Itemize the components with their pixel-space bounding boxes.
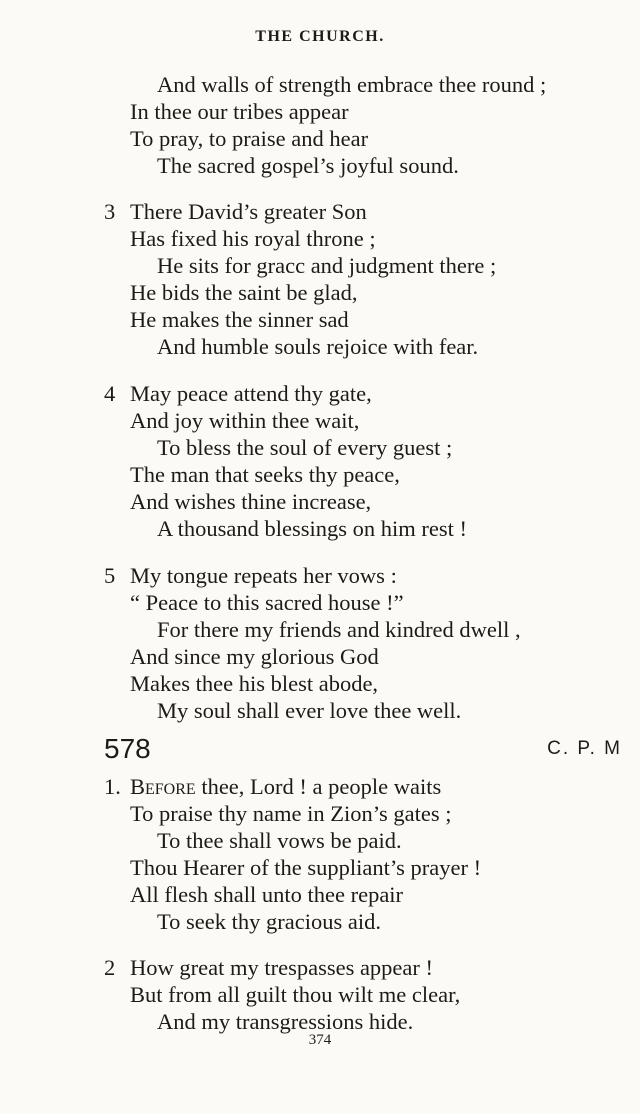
verse-line: My soul shall ever love thee well. (157, 698, 462, 723)
hymn-number: 578 (104, 733, 151, 764)
verse-line: “ Peace to this sacred house !” (130, 590, 404, 615)
verse-line: To bless the soul of every guest ; (157, 435, 453, 460)
verse-line: To pray, to praise and hear (130, 126, 369, 151)
verse-line: All flesh shall unto thee repair (130, 882, 404, 907)
verse-line: The man that seeks thy peace, (130, 462, 400, 487)
hymn-meter: C. P. M (547, 738, 622, 759)
verse-line: May peace attend thy gate, (130, 381, 372, 406)
stanza-number: 2 (104, 955, 116, 980)
verse-line: The sacred gospel’s joyful sound. (157, 153, 459, 178)
page-number: 374 (308, 1032, 332, 1048)
running-header: THE CHURCH. (255, 28, 385, 45)
verse-line: My tongue repeats her vows : (130, 563, 397, 588)
verse-line: There David’s greater Son (130, 199, 367, 224)
verse-line: He makes the sinner sad (130, 307, 349, 332)
verse-line: And wishes thine increase, (130, 489, 372, 514)
verse-line: For there my friends and kindred dwell , (157, 617, 521, 642)
verse-line: But from all guilt thou wilt me clear, (130, 982, 461, 1007)
stanza-number: 5 (104, 563, 116, 588)
verse-line: Makes thee his blest abode, (130, 671, 379, 696)
verse-line: To seek thy gracious aid. (157, 909, 381, 934)
verse-line-text: thee, Lord ! a people waits (195, 774, 442, 799)
verse-line: A thousand blessings on him rest ! (157, 516, 467, 541)
verse-line: And since my glorious God (130, 644, 379, 669)
verse-line: And joy within thee wait, (130, 408, 360, 433)
verse-line: And humble souls rejoice with fear. (157, 334, 479, 359)
verse-line: To praise thy name in Zion’s gates ; (130, 801, 452, 826)
verse-line: Has fixed his royal throne ; (130, 226, 376, 251)
first-word: Before (130, 774, 196, 799)
verse-line: He sits for gracc and judgment there ; (157, 253, 497, 278)
verse-line: To thee shall vows be paid. (157, 828, 402, 853)
stanza-number: 1. (104, 774, 121, 799)
stanza-number: 3 (104, 199, 116, 224)
verse-line (130, 774, 441, 800)
verse-line: And walls of strength embrace thee round ; (157, 72, 547, 97)
verse-line: And my transgressions hide. (157, 1009, 414, 1034)
verse-line: In thee our tribes appear (130, 99, 349, 124)
verse-line: How great my trespasses appear ! (130, 955, 434, 980)
verse-line: Thou Hearer of the suppliant’s prayer ! (130, 855, 482, 880)
stanza-number: 4 (104, 381, 116, 406)
verse-line: He bids the saint be glad, (130, 280, 358, 305)
